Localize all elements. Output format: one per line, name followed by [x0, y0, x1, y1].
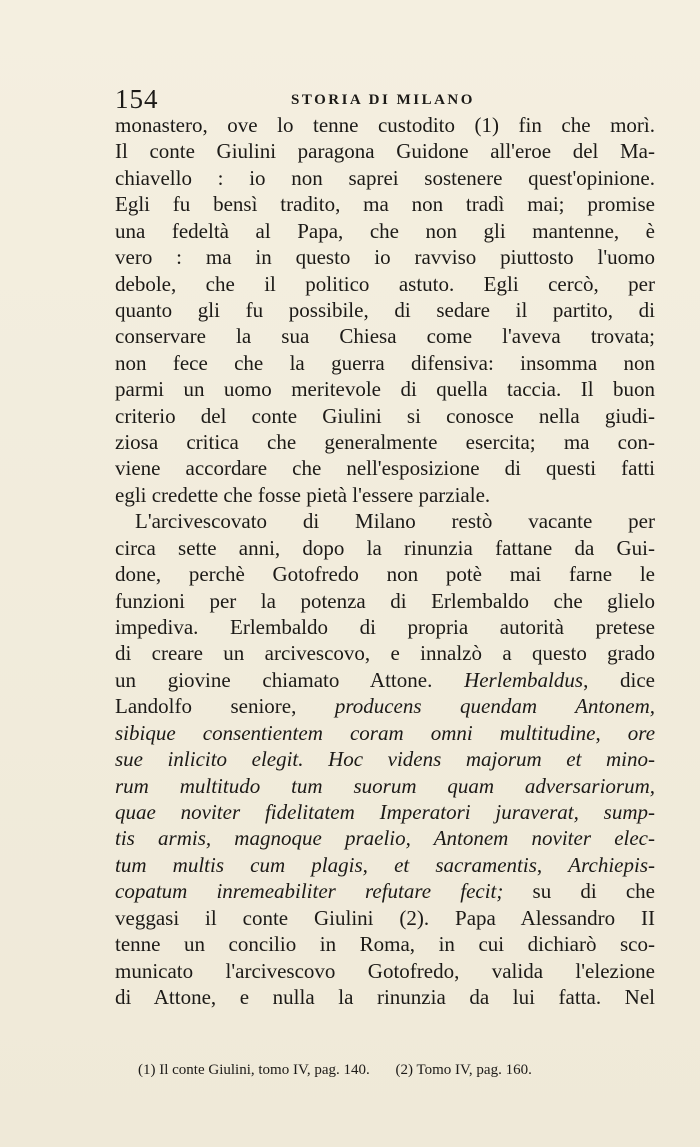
text-line: [115, 958, 655, 984]
text-span: non fece che la guerra difensiva: insomma non: [115, 350, 655, 375]
text-span: , dice: [583, 667, 655, 692]
text-span: debole, che il politico astuto. Egli cercò, per: [115, 271, 655, 296]
text-span: di Attone, e nulla la rinunzia da lui fatta. Nel: [115, 984, 655, 1009]
text-line: [115, 773, 655, 799]
italic-span: copatum inremeabiliter refutare fecit;: [115, 879, 504, 904]
text-line: [115, 799, 655, 825]
text-span: criterio del conte Giulini si conosce nella giudi-: [115, 403, 655, 428]
text-span: vero : ma in questo io ravviso piuttosto l'uomo: [115, 245, 655, 270]
text-span: Egli fu bensì tradito, ma non tradì mai; promise: [115, 192, 655, 217]
text-line: [115, 720, 655, 746]
running-title: STORIA DI MILANO: [291, 92, 475, 108]
text-span: un giovine chiamato Attone.: [115, 667, 465, 692]
italic-span: tum multis cum plagis, et sacramentis: [115, 852, 537, 877]
italic-span: quae noviter fidelitatem Imperatori juraverat, sump-: [115, 799, 655, 824]
text-span: impediva. Erlembaldo di propria autorità pretese: [115, 615, 655, 640]
text-span: parmi un uomo meritevole di quella taccia. Il buon: [115, 377, 655, 402]
text-span: tenne un concilio in Roma, in cui dichiarò sco-: [115, 932, 655, 957]
text-line: [115, 905, 655, 931]
text-span: Il conte Giulini paragona Guidone all'eroe del Ma-: [115, 139, 655, 164]
text-line: [115, 376, 655, 402]
text-line: [115, 297, 655, 323]
text-line: [115, 588, 655, 614]
text-span: quanto gli fu possibile, di sedare il partito, di: [115, 297, 655, 322]
text-line: [115, 165, 655, 191]
text-line: [115, 138, 655, 164]
text-line: [115, 640, 655, 666]
text-span: done, perchè Gotofredo non potè mai farne le: [115, 562, 655, 587]
text-span: su di che: [503, 879, 655, 904]
italic-span: Herlembaldus: [464, 667, 584, 692]
text-line: [115, 482, 655, 508]
text-line: [115, 350, 655, 376]
text-line: [115, 614, 655, 640]
text-span: monastero, ove lo tenne custodito (1) fin che morì.: [115, 113, 655, 137]
text-line: [115, 825, 655, 851]
text-span: municato l'arcivescovo Gotofredo, valida l'elezione: [115, 958, 655, 983]
text-line: [115, 508, 655, 534]
page-number: 154: [115, 84, 159, 114]
text-line: [115, 112, 655, 138]
text-span: ,: [595, 720, 628, 745]
text-line: [115, 218, 655, 244]
text-span: veggasi il conte Giulini (2). Papa Alessandro II: [115, 905, 655, 930]
body-text: [115, 112, 655, 1010]
footnotes: [138, 1059, 658, 1081]
italic-span: rum multitudo tum suorum quam adversariorum,: [115, 773, 655, 798]
text-line: [115, 191, 655, 217]
text-line: [115, 455, 655, 481]
text-line: [115, 984, 655, 1010]
italic-span: tis armis, magnoque praelio, Antonem noviter elec-: [115, 826, 655, 851]
text-span: chiavello : io non saprei sostenere quest'opinione.: [115, 165, 655, 190]
text-line: [115, 403, 655, 429]
italic-span: sibique consentientem coram omni multitudine: [115, 720, 596, 745]
text-span: viene accordare che nell'esposizione di questi fatti: [115, 456, 655, 481]
text-line: [115, 244, 655, 270]
text-line: [115, 323, 655, 349]
text-span: una fedeltà al Papa, che non gli mantenne, è: [115, 218, 655, 243]
page-header: [115, 84, 655, 114]
text-line: [115, 535, 655, 561]
text-span: ziosa critica che generalmente esercita; ma con-: [115, 430, 655, 455]
text-line: [115, 852, 655, 878]
text-line: [115, 878, 655, 904]
text-line: [115, 561, 655, 587]
text-span: circa sette anni, dopo la rinunzia fattane da Gui-: [115, 535, 655, 560]
text-line: [115, 667, 655, 693]
italic-span: producens quendam Antonem,: [334, 694, 655, 719]
text-span: Landolfo seniore,: [115, 694, 335, 719]
text-span: di creare un arcivescovo, e innalzò a questo grado: [115, 641, 655, 666]
text-span: ,: [536, 852, 569, 877]
italic-span: Archiepis-: [568, 852, 655, 877]
text-span: L'arcivescovato di Milano restò vacante per: [135, 509, 655, 534]
text-span: funzioni per la potenza di Erlembaldo che glielo: [115, 588, 655, 613]
text-line: [115, 429, 655, 455]
italic-span: ore: [627, 720, 655, 745]
text-line: [115, 693, 655, 719]
italic-span: sue inlicito elegit. Hoc videns majorum et mino-: [115, 747, 655, 772]
text-line: [115, 271, 655, 297]
text-line: [115, 931, 655, 957]
text-span: egli credette che fosse pietà l'essere parziale.: [115, 482, 491, 507]
footnote-1: (1) Il conte Giulini, tomo IV, pag. 140.: [138, 1062, 370, 1078]
footnote-2: (2) Tomo IV, pag. 160.: [395, 1062, 532, 1078]
text-span: conservare la sua Chiesa come l'aveva trovata;: [115, 324, 655, 349]
text-line: [115, 746, 655, 772]
